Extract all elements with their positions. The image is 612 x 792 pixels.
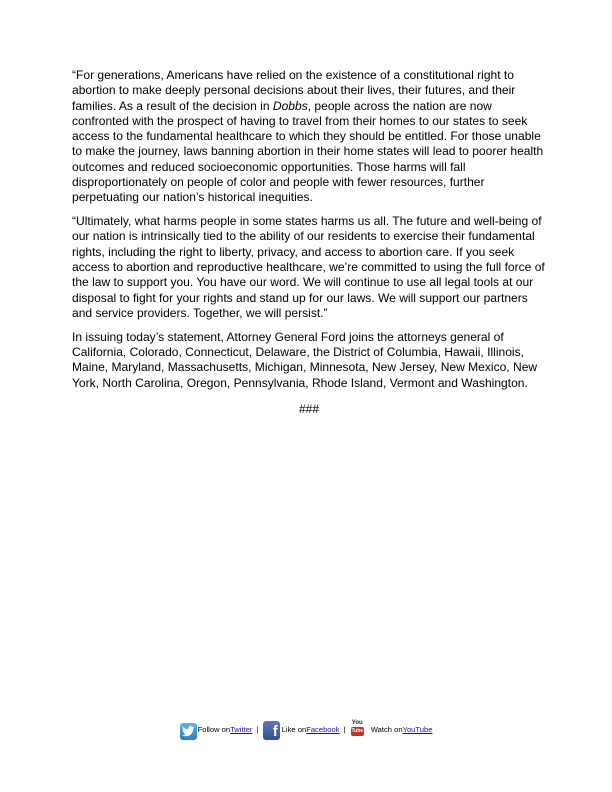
end-marker: ### [298,401,320,416]
twitter-bird-icon[interactable] [180,723,197,740]
youtube-link[interactable]: YouTube [402,725,433,734]
footer-divider-1: | [256,725,259,734]
twitter-prefix: Follow on [197,725,231,734]
youtube-icon-box-text: Tube [351,728,364,734]
facebook-icon[interactable]: f [263,721,280,740]
facebook-prefix: Like on [281,725,307,734]
facebook-link[interactable]: Facebook [306,725,340,734]
case-name-dobbs: Dobbs [272,98,308,113]
twitter-link[interactable]: Twitter [230,725,253,734]
social-footer [0,720,612,740]
youtube-icon[interactable] [350,720,365,740]
footer-divider-2: | [343,725,346,734]
statement-paragraph-3: In issuing today’s statement, Attorney General Ford joins the attorneys general of California, Colorado, Connecticut, Delaware, the District of Columbia, Hawaii, Illinois, Maine, Maryland, Massachusetts, Michigan, Minnesota, New Jersey, New Mexico, New York, North Carolina, Oregon, Pennsylvania, Rhode Island, Vermont and Washington. [72,329,538,390]
twitter-group [180,720,253,740]
press-release-body [72,68,546,417]
youtube-prefix: Watch on [370,725,403,734]
quote-paragraph-1-text-b: , people across the nation are now confronted with the prospect of having to travel from their homes to our states to seek access to the fundamental healthcare to which they should be entitled. For those unable to make the journey, laws banning abortion in their home states will lead to poorer health outcomes and reduced socioeconomic opportunities. Those harms will fall disproportionately on people of color and people with fewer resources, further perpetuating our nation’s historical inequities. [72,98,544,205]
facebook-group [263,720,340,740]
youtube-icon-top-text: You [351,720,363,726]
quote-paragraph-2: “Ultimately, what harms people in some states harms us all. The future and well-being of our nation is intrinsically tied to the ability of our residents to exercise their fundamental rights, including the right to liberty, privacy, and access to abortion care. If you seek access to abortion and reproductive healthcare, we’re committed to using the full force of the law to support you. You have our word. We will continue to use all legal tools at our disposal to fight for your rights and stand up for our laws. We will support our partners and service providers. Together, we will persist.” [72,214,545,320]
quote-paragraph-1 [72,68,546,206]
quote-paragraph-1-text-a: “For generations, Americans have relied on the existence of a constitutional right to abortion to make deeply personal decisions about their lives, their futures, and their families. As a result of the decision in [72,68,516,113]
youtube-group [350,720,433,740]
